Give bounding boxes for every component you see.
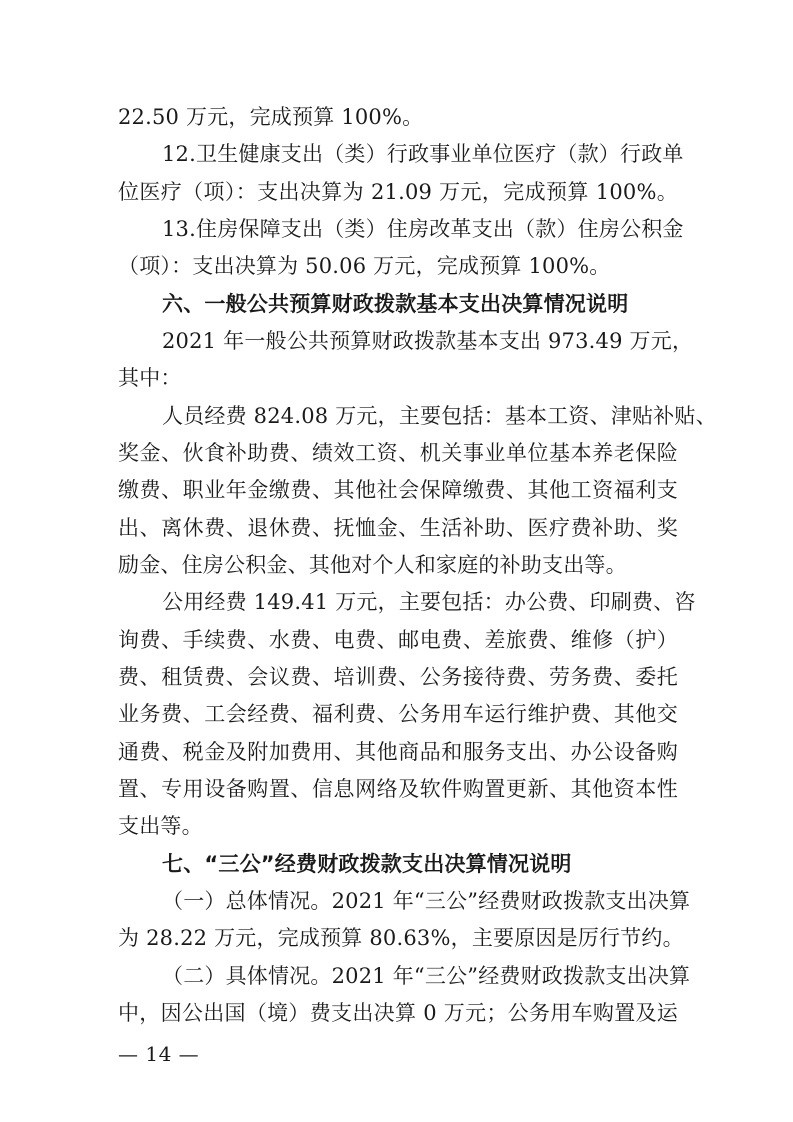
- body-text-line: 12.卫生健康支出（类）行政事业单位医疗（款）行政单: [162, 142, 684, 167]
- section-heading: 六、一般公共预算财政拨款基本支出决算情况说明: [162, 291, 629, 316]
- body-text-line: 人员经费 824.08 万元，主要包括：基本工资、津贴补贴、: [162, 403, 717, 428]
- body-text-line: 公用经费 149.41 万元，主要包括：办公费、印刷费、咨: [162, 590, 696, 615]
- section-heading: 七、“三公”经费财政拨款支出决算情况说明: [162, 851, 572, 876]
- body-text-line: 为 28.22 万元，完成预算 80.63%，主要原因是厉行节约。: [118, 926, 684, 951]
- body-text-line: 费、租赁费、会议费、培训费、公务接待费、劳务费、委托: [118, 665, 678, 689]
- body-text-line: 22.50 万元，完成预算 100%。: [118, 105, 424, 129]
- body-text-line: 中，因公出国（境）费支出决算 0 万元；公务用车购置及运: [118, 1001, 678, 1025]
- body-text-line: （一）总体情况。2021 年“三公”经费财政拨款支出决算: [162, 889, 691, 913]
- body-text-line: 支出等。: [118, 814, 203, 839]
- body-text-line: （项）：支出决算为 50.06 万元，完成预算 100%。: [118, 254, 611, 279]
- body-text-line: 缴费、职业年金缴费、其他社会保障缴费、其他工资福利支: [118, 478, 678, 503]
- body-text-line: 出、离休费、退休费、抚恤金、生活补助、医疗费补助、奖: [118, 515, 678, 540]
- body-text-line: 13.住房保障支出（类）住房改革支出（款）住房公积金: [162, 217, 684, 241]
- body-text-line: 2021 年一般公共预算财政拨款基本支出 973.49 万元，: [162, 329, 694, 353]
- body-text-line: 励金、住房公积金、其他对个人和家庭的补助支出等。: [118, 553, 627, 577]
- page-number: — 14 —: [118, 1042, 200, 1066]
- body-text-line: （二）具体情况。2021 年“三公”经费财政拨款支出决算: [162, 963, 691, 988]
- body-text-line: 置、专用设备购置、信息网络及软件购置更新、其他资本性: [118, 777, 678, 801]
- body-text-line: 通费、税金及附加费用、其他商品和服务支出、办公设备购: [118, 739, 678, 764]
- body-text-line: 其中：: [118, 366, 182, 391]
- body-text-line: 询费、手续费、水费、电费、邮电费、差旅费、维修（护）: [118, 627, 678, 652]
- body-text-line: 位医疗（项）：支出决算为 21.09 万元，完成预算 100%。: [118, 179, 678, 204]
- body-text-line: 业务费、工会经费、福利费、公务用车运行维护费、其他交: [118, 702, 678, 727]
- body-text-line: 奖金、伙食补助费、绩效工资、机关事业单位基本养老保险: [118, 441, 678, 465]
